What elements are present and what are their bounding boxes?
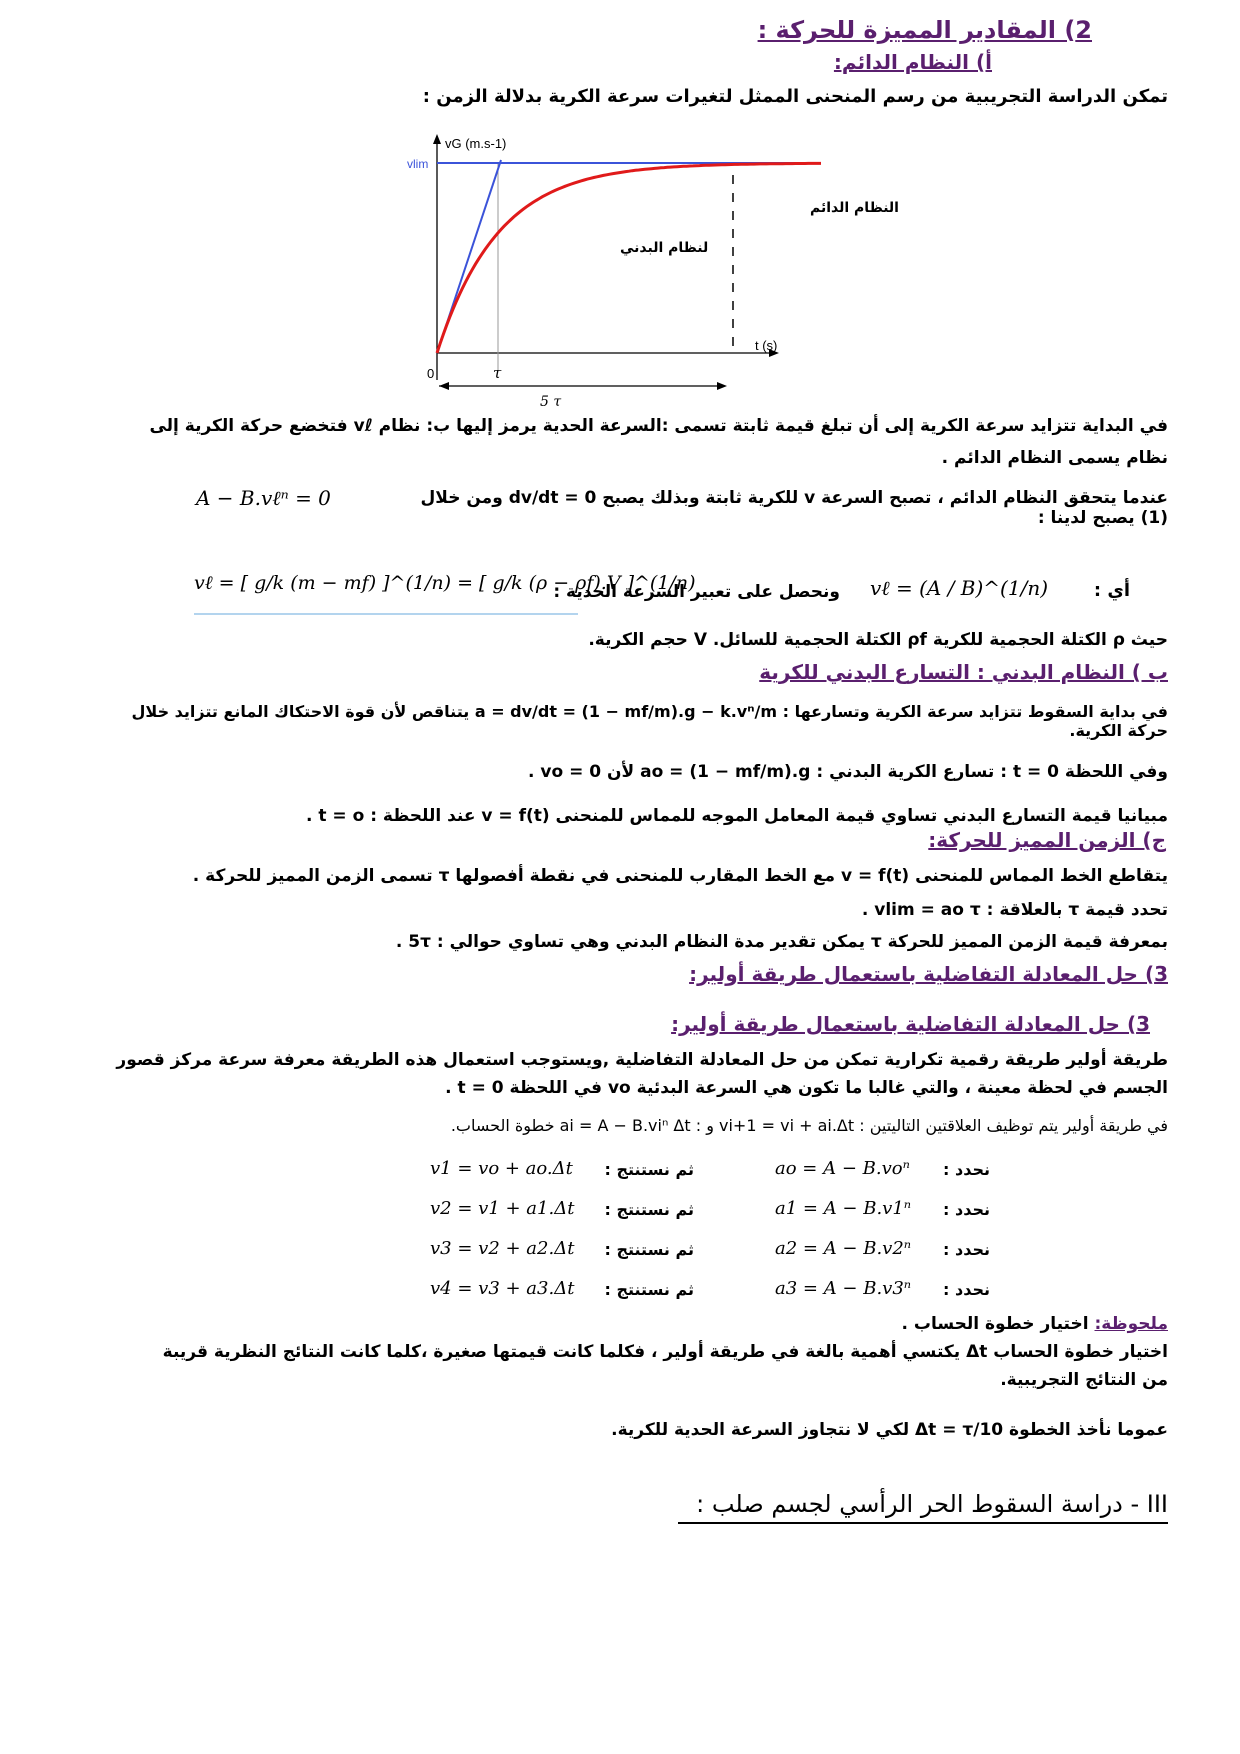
velocity-curve	[437, 163, 821, 353]
euler-a-step: a2 = A − B.v2ⁿ	[775, 1238, 912, 1259]
euler-step-row	[430, 1158, 990, 1198]
euler-v-step: v2 = v1 + a1.Δt	[430, 1198, 575, 1219]
euler-intro-line2: الجسم في لحظة معينة ، والتي غالبا ما تكون هي السرعة البدئية vo في اللحظة t = 0 .	[445, 1078, 1168, 1098]
vlim-formula-long: vℓ = [ g/k (m − mf) ]^(1/n) = [ g/k (ρ − ρf).V ]^(1/n)	[194, 572, 578, 615]
note-text-line2: من النتائج التجريبية.	[1000, 1370, 1168, 1390]
euler-intro-line1: طريقة أولير طريقة رقمية تكرارية تمكن من حل المعادلة التفاضلية ,ويستوجب استعمال هذه الطريقة معرفة سرعة مركز قصور	[116, 1050, 1168, 1070]
tau-relation: تحدد قيمة τ بالعلاقة : vlim = ao τ .	[861, 900, 1168, 920]
subsection-a-title: أ) النظام الدائم:	[833, 50, 992, 74]
euler-step-row	[430, 1198, 990, 1238]
deduce-word: ثم نستنتج :	[604, 1280, 694, 1299]
euler-a-step: a3 = A − B.v3ⁿ	[775, 1278, 912, 1299]
y-axis-label: vG (m.s-1)	[445, 136, 507, 151]
graphical-note: مبيانيا قيمة التسارع البدني تساوي قيمة المعامل الموجه للمماس للمنحنى v = f(t) عند اللحظة : t = o .	[306, 806, 1168, 826]
euler-step-row	[430, 1278, 990, 1318]
vlim-label: vlim	[407, 157, 429, 171]
euler-v-step: v3 = v2 + a2.Δt	[430, 1238, 575, 1259]
origin-label: 0	[427, 366, 435, 381]
vlim-formula-short: vℓ = (A / B)^(1/n)	[870, 576, 1049, 600]
euler-a-step: ao = A − B.voⁿ	[775, 1158, 910, 1179]
velocity-time-graph	[407, 130, 899, 420]
steady-regime-label: النظام الدائم	[810, 200, 899, 216]
y-axis-arrow-icon	[433, 134, 441, 144]
steady-condition-formula: A − B.vℓⁿ = 0	[196, 486, 331, 510]
tau-estimate: بمعرفة قيمة الزمن المميز للحركة τ يمكن تقدير مدة النظام البدني وهي تساوي حوالي : 5τ .	[395, 932, 1168, 952]
ai-label: أي :	[1093, 580, 1130, 601]
determine-word: نحدد :	[943, 1160, 990, 1179]
tau-label: τ	[493, 364, 502, 382]
section-2-title: 2) المقادير المميزة للحركة :	[757, 16, 1092, 44]
transient-regime-label: لنظام البدني	[620, 240, 709, 256]
steady-condition-text: عندما يتحقق النظام الدائم ، تصبح السرعة v للكرية ثابتة وبذلك يصبح dv/dt = 0 ومن خلال (1) يصبح لدينا :	[420, 488, 1168, 528]
subsection-c-title: ج) الزمن المميز للحركة:	[928, 828, 1166, 852]
section-3-title-first: 3) حل المعادلة التفاضلية باستعمال طريقة أولير:	[689, 962, 1168, 986]
note-text-line3: عموما نأخذ الخطوة Δt = τ/10 لكي لا نتجاوز السرعة الحدية للكرية.	[611, 1420, 1168, 1440]
density-definitions: حيث ρ الكتلة الحجمية للكرية ρf الكتلة الحجمية للسائل. V حجم الكرية.	[588, 630, 1168, 650]
limit-speed-paragraph-line1: في البداية تتزايد سرعة الكرية إلى أن تبلغ قيمة ثابتة تسمى :السرعة الحدية يرمز إليها ب: نظام vℓ فتخضع حركة الكرية إلى	[149, 416, 1168, 436]
acceleration-text: في بداية السقوط تتزايد سرعة الكرية وتسارعها : a = dv/dt = (1 − mf/m).g − k.vⁿ/m يتناقص لأن قوة الاحتكاك المانع تتزايد خلال حركة الكرية.	[131, 702, 1168, 740]
section-iii-title: III - دراسة السقوط الحر الرأسي لجسم صلب :	[678, 1490, 1168, 1524]
note-text-line1: اختيار خطوة الحساب Δt يكتسي أهمية بالغة في طريقة أولير ، فكلما كانت قيمتها صغيرة ،كلما كانت النتائج النظرية قريبة	[162, 1342, 1168, 1362]
initial-acceleration-text: وفي اللحظة t = 0 : تسارع الكرية البدني : ao = (1 − mf/m).g لأن vo = 0 .	[528, 762, 1168, 782]
section-3-title-second: 3) حل المعادلة التفاضلية باستعمال طريقة أولير:	[671, 1012, 1150, 1036]
limit-speed-paragraph-line2: نظام يسمى النظام الدائم .	[941, 448, 1168, 468]
determine-word: نحدد :	[943, 1280, 990, 1299]
vlim-obtain-text: ونحصل على تعبير السرعة الحدية :	[553, 582, 840, 602]
euler-relations: في طريقة أولير يتم توظيف العلاقتين التاليتين : vi+1 = vi + ai.Δt و : ai = A − B.viⁿ Δt خطوة الحساب.	[450, 1116, 1168, 1135]
deduce-word: ثم نستنتج :	[604, 1240, 694, 1259]
euler-step-row	[430, 1238, 990, 1278]
tau-definition: يتقاطع الخط المماس للمنحنى v = f(t) مع الخط المقارب للمنحنى في نقطة أفصولها τ تسمى الزمن المميز للحركة .	[192, 866, 1168, 886]
determine-word: نحدد :	[943, 1200, 990, 1219]
span-right-arrow-icon	[717, 382, 727, 390]
span-left-arrow-icon	[439, 382, 449, 390]
five-tau-label: 5 τ	[540, 394, 562, 410]
deduce-word: ثم نستنتج :	[604, 1200, 694, 1219]
euler-a-step: a1 = A − B.v1ⁿ	[775, 1198, 912, 1219]
note-title: اختيار خطوة الحساب .	[901, 1314, 1095, 1334]
x-axis-label: t (s)	[755, 338, 778, 353]
deduce-word: ثم نستنتج :	[604, 1160, 694, 1179]
euler-v-step: v4 = v3 + a3.Δt	[430, 1278, 575, 1299]
euler-v-step: v1 = vo + ao.Δt	[430, 1158, 573, 1179]
intro-text: تمكن الدراسة التجريبية من رسم المنحنى الممثل لتغيرات سرعة الكرية بدلالة الزمن :	[422, 86, 1168, 107]
subsection-b-title: ب ) النظام البدني : التسارع البدني للكرية	[759, 660, 1168, 684]
euler-steps	[430, 1158, 990, 1318]
determine-word: نحدد :	[943, 1240, 990, 1259]
note-heading	[902, 1314, 1169, 1334]
note-label: ملحوظة:	[1094, 1314, 1168, 1334]
